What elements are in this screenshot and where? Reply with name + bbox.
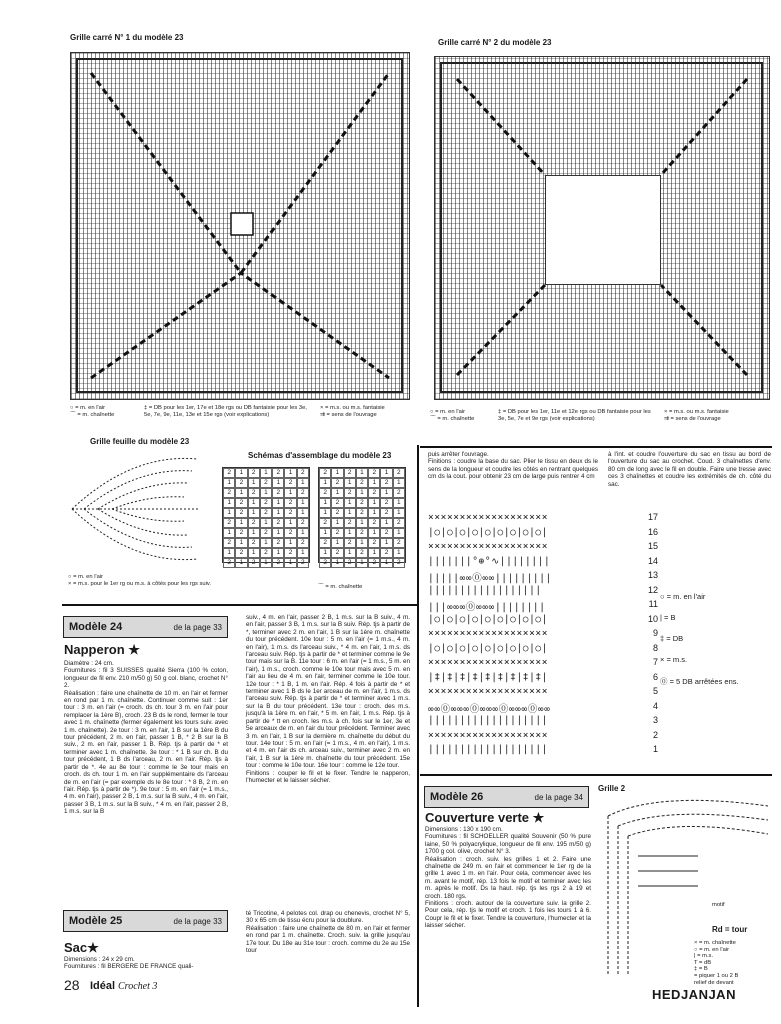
chart-row-number: 2	[652, 729, 658, 740]
grid2-legend: ○ = m. en l'air ⌒ = m. chaînette ‡ = DB pour les 1er, 11e et 12e rgs ou DB fantaisie pour les 3e, 5e, 7e et 9e rgs (voir explications) × = m.s. ou m.s. fantaisie ⇉ = sens de l'ouvrage	[430, 409, 729, 422]
chart-row-stitches: ×××××××××××××××××××	[428, 657, 549, 668]
assembly-cell: 2	[272, 538, 284, 548]
chart-row	[428, 657, 658, 672]
chart-legend-item: | = B	[660, 613, 676, 622]
assembly-cell: 2	[248, 518, 260, 528]
assembly-cell: 1	[248, 548, 260, 558]
chart-row-number: 8	[652, 642, 658, 653]
assembly-cell: 1	[272, 508, 284, 518]
chart-row	[428, 599, 658, 614]
chart-legend-item: ⓪ = 5 DB arrêtées ens.	[660, 677, 739, 686]
assembly-cell: 2	[248, 558, 260, 568]
grille2-legend-item: relief de devant	[694, 979, 734, 986]
assembly-cell: 1	[331, 518, 343, 528]
assembly-cell: 1	[393, 528, 405, 538]
assembly-cell: 2	[235, 508, 247, 518]
assembly-cell: 1	[260, 488, 272, 498]
assembly-cell: 1	[344, 508, 356, 518]
assembly-cell: 2	[248, 538, 260, 548]
modele25-title: Sac★	[64, 940, 99, 955]
assembly-cell: 1	[331, 558, 343, 568]
assembly-cell: 2	[223, 488, 235, 498]
assembly-cell: 1	[284, 518, 296, 528]
modele24-text-col2: suiv., 4 m. en l'air, passer 2 B, 1 m.s. sur la B suiv., 4 m. en l'air, passer 3 B, 1 m.s. sur la B suiv. Rép. tjs à partir de *, terminer avec 2 m. en l'air, 1 B sur la 1ère m. chaînette du tour précédent. 10e tour : 5 m. en l'air (= 1 m.s., 4 m. en l'air), 1 m.s. ds l'arceau suiv., * 4 m. en l'air, 1 m.s. ds l'arceau suiv. Rép. tjs à partir de * et terminer comme le 9e tour mais sur la B. 11e tour : 6 m. en l'air (= 1 m.s., 5 m. en l'air), 1 m.s., croch. comme le 10e tour mais avec 5 m. en l'air au lieu de 4 m. en l'air, terminer comme le 10e tour. 12e tour : * 1 B, 1 m. en l'air. Rép. 4 fois à partir de * et terminer avec 1 B ds le 1er arceau de m. en l'air, 1 m.s. ds l'arceau suiv. Rép. tjs à partir de * et terminer avec 1 m.s. sur la B du tour précédent. 13e tour : croch. des m.s. jusqu'à la 1ère m. en l'air, * 5 m. en l'air, 1 m.s. Rép. tjs à partir de * tt en croch. les m.s. à ch. fois sur le 1er, 3e et 5e arceaux de m. en l'air du tour précédent. Terminer avec 3 m. en l'air, 1 B sur la dernière m. chaînette du début du tour. 14e tour : 5 m. en l'air (= 1 m.s., 4 m. en l'air), 1 m.s. et 4 m. en l'air ds ch. arceau suiv., terminer avec 2 m. en l'air, 1 B sur la 1ère m. chaînette du tour précédent. 15e tour : comme le 10e tour. 16e tour : comme le 12e tour. Finitions : couper le fil et le fixer. Tendre le napperon, l'humecter et le laisser sécher.	[246, 614, 410, 784]
chart-row-number: 4	[652, 700, 658, 711]
chart-row	[428, 730, 658, 745]
assembly-cell: 2	[319, 518, 331, 528]
assembly-cell: 2	[344, 468, 356, 478]
assembly-cell: 1	[235, 488, 247, 498]
assembly-cell: 1	[368, 478, 380, 488]
chart-row-stitches: |‡|‡|‡|‡|‡|‡|‡|‡|‡|	[428, 671, 549, 683]
assembly-cell: 1	[319, 528, 331, 538]
assembly-cell: 1	[331, 488, 343, 498]
modele26-label: Modèle 26	[430, 791, 484, 803]
assembly-cell: 2	[223, 558, 235, 568]
assembly-cell: 2	[235, 528, 247, 538]
assembly-cell: 1	[260, 558, 272, 568]
assembly-cell: 2	[356, 548, 368, 558]
chart-row-stitches: |○|○|○|○|○|○|○|○|○|	[428, 642, 549, 654]
modele26-text: Dimensions : 130 x 190 cm. Fournitures : fil SCHOELLER qualité Souvenir (50 % pure laine, 50 % polyacrylique, longueur de fil env. 195 m/50 g) 1700 g col. olive, crochet N° 3. Réalisation : croch. suiv. les grilles 1 et 2. Faire une chaînette de 249 m. en l'air et commencer le 1er rg de la grille 1 avec 1 m. en l'air. Pour cela, commencer avec les m. avant le motif, rép. 13 fois le motif et terminer avec les m. après le motif. Ds la haut. rép. tjs les rgs 2 à 19 et croch. 180 rgs. Finitions : croch. autour de la couverture suiv. la grille 2. Pour cela, rép. tjs le motif et croch. 1 fois les tours 1 à 6. Coupr le fil et le fixer. Tendre la couverture, l'humecter et la laisser sécher.	[425, 826, 591, 930]
chart-row-number: 16	[647, 526, 658, 537]
assembly-cell: 1	[393, 508, 405, 518]
assembly-cell: 1	[380, 558, 392, 568]
assembly-cell: 2	[331, 528, 343, 538]
assembly-cell: 2	[393, 468, 405, 478]
assembly-cell: 1	[356, 468, 368, 478]
assembly-cell: 1	[344, 548, 356, 558]
grille2-legend-item: T = dB	[694, 959, 712, 966]
modele24-header	[63, 616, 228, 638]
assembly-cell: 2	[380, 498, 392, 508]
divider	[62, 604, 418, 606]
assembly-cell: 1	[248, 508, 260, 518]
assembly-cell: 1	[344, 498, 356, 508]
assembly-cell: 1	[344, 478, 356, 488]
assembly-cell: 1	[368, 528, 380, 538]
divider	[420, 774, 772, 776]
assembly-cell: 2	[272, 468, 284, 478]
chart-row	[428, 701, 658, 716]
assembly-cell: 1	[272, 478, 284, 488]
assembly-cell: 2	[223, 538, 235, 548]
assembly-cell: 2	[331, 548, 343, 558]
assembly-cell: 2	[284, 498, 296, 508]
assembly-cell: 2	[344, 518, 356, 528]
assembly-cell: 2	[248, 468, 260, 478]
chart-legend-item: ‡ = DB	[660, 634, 684, 643]
assembly-cell: 2	[344, 538, 356, 548]
assembly-cell: 1	[356, 488, 368, 498]
chart-row	[428, 715, 658, 730]
grid1-legend: ○ = m. en l'air ⌒ = m. chaînette ‡ = DB pour les 1er, 17e et 18e rgs ou DB fantaisie pour les 3e, 5e, 7e, 9e, 11e, 13e et 15e rgs (voir explications) × = m.s. ou m.s. fantaisie ⇉ = sens de l'ouvrage	[70, 405, 385, 418]
assembly-cell: 2	[260, 478, 272, 488]
chart-row-number: 1	[652, 744, 658, 754]
assembly-cell: 1	[380, 518, 392, 528]
chart-row	[428, 556, 658, 571]
modele25-page: de la page 33	[173, 916, 222, 926]
assembly-cell: 2	[344, 488, 356, 498]
chart-row-stitches: |○|○|○|○|○|○|○|○|○|	[428, 613, 549, 625]
chart-row-stitches: |||||∞∞⓪∞∞|||||||||	[428, 573, 552, 584]
chart-row-stitches: ×××××××××××××××××××	[428, 541, 549, 552]
chart-row-stitches: ×××××××××××××××××××	[428, 686, 549, 697]
chart-row-stitches: |||||||°⊕°∿||||||||	[428, 555, 551, 567]
chart-row-stitches: |||||||||||||||||||	[428, 744, 549, 755]
chart-row-number: 3	[652, 715, 658, 725]
assembly-cell: 2	[223, 518, 235, 528]
assembly-cell: 1	[248, 528, 260, 538]
assembly-cell: 2	[272, 558, 284, 568]
assembly-cell: 2	[260, 528, 272, 538]
assembly-cell: 1	[368, 508, 380, 518]
assembly-cell: 1	[223, 498, 235, 508]
assembly-cell: 2	[235, 498, 247, 508]
chart-row-number: 7	[652, 657, 658, 667]
assembly-cell: 2	[260, 508, 272, 518]
chart-row	[428, 744, 658, 759]
magazine-issue: Crochet 3	[118, 981, 158, 992]
grille2-rd: Rd = tour	[712, 925, 748, 934]
assembly-cell: 1	[297, 478, 309, 488]
assembly-cell: 2	[223, 468, 235, 478]
chart-row	[428, 585, 658, 600]
assembly-cell: 2	[235, 548, 247, 558]
modele25-header	[63, 910, 228, 932]
assembly-cell: 2	[368, 488, 380, 498]
assembly-cell: 1	[368, 498, 380, 508]
chart-row-number: 14	[647, 555, 658, 566]
assembly-cell: 2	[356, 528, 368, 538]
assembly-cell: 2	[368, 468, 380, 478]
assembly-cell: 1	[319, 498, 331, 508]
assembly-cell: 1	[223, 548, 235, 558]
assembly-cell: 1	[284, 558, 296, 568]
assembly-cell: 2	[331, 498, 343, 508]
assembly-cell: 2	[356, 498, 368, 508]
assembly-cell: 2	[393, 558, 405, 568]
assembly-cell: 1	[356, 538, 368, 548]
chart-row-number: 6	[652, 671, 658, 682]
assembly-cell: 1	[331, 538, 343, 548]
sac-finitions-col2: à l'int. et coudre l'ouverture du sac en tissu au bord de l'ouverture du sac au crochet. Coud. 3 chaînettes d'env. 80 cm de long avec le fil en double. Faire une tresse avec ces 3 chaînettes et coudre les extrémités de ch. côté du sac.	[608, 451, 771, 488]
assembly-cell: 2	[368, 518, 380, 528]
grille2-legend-item: = piquer 1 ou 2 B	[694, 972, 739, 979]
chart-row	[428, 541, 658, 556]
modele26-header	[424, 786, 589, 808]
assembly-cell: 1	[248, 478, 260, 488]
assembly-cell: 1	[272, 528, 284, 538]
assembly-cell: 1	[297, 498, 309, 508]
assembly-cell: 2	[260, 498, 272, 508]
chart-row-number: 12	[647, 584, 658, 595]
assembly-cell: 2	[393, 518, 405, 528]
chart-row-stitches: ∞∞⓪∞∞∞⓪∞∞∞⓪∞∞∞⓪∞∞	[428, 703, 551, 715]
chart-row-number: 9	[652, 628, 658, 638]
chart-row	[428, 614, 658, 629]
assembly-cell: 2	[248, 488, 260, 498]
assembly-cell: 1	[393, 478, 405, 488]
assembly-cell: 2	[368, 558, 380, 568]
chart-legend-item: ○ = m. en l'air	[660, 592, 706, 601]
crochet-grid-1	[70, 52, 410, 400]
assembly-cell: 1	[368, 548, 380, 558]
modele24-label: Modèle 24	[69, 621, 123, 633]
assembly-cell: 1	[284, 538, 296, 548]
chart-row-stitches: ×××××××××××××××××××	[428, 729, 549, 741]
chart-row-stitches: |||||||||||||||||||	[428, 715, 549, 726]
grille2-legend-item: ‡ = B	[694, 966, 708, 973]
assembly-cell: 1	[284, 468, 296, 478]
crochet-grid-2	[434, 56, 770, 400]
assembly-cell: 2	[284, 478, 296, 488]
grille2-title: Grille 2	[598, 784, 626, 793]
leaf-legend: ○ = m. en l'air × = m.s. pour le 1er rg ou m.s. à côtés pour les rgs suiv.	[68, 574, 211, 587]
assembly-cell: 1	[380, 488, 392, 498]
chart-row-number: 11	[648, 599, 658, 609]
assembly-cell: 2	[356, 478, 368, 488]
assembly-title: Schémas d'assemblage du modèle 23	[248, 451, 392, 460]
modele25-label: Modèle 25	[69, 915, 123, 927]
chart-row	[428, 570, 658, 585]
assembly-cell: 1	[260, 468, 272, 478]
assembly-cell: 1	[235, 558, 247, 568]
chart-row	[428, 628, 658, 643]
watermark: HEDJANJAN	[652, 987, 736, 1002]
chart-row	[428, 512, 658, 527]
assembly-cell: 2	[319, 538, 331, 548]
assembly-cell: 2	[319, 558, 331, 568]
assembly-cell: 1	[319, 548, 331, 558]
assembly-cell: 1	[235, 468, 247, 478]
chart-row-stitches: ||||||||||||||||||	[428, 584, 542, 596]
modele25-text-col2: té Tricotine, 4 pelotes col. drap ou chenevis, crochet N° 5, 30 x 65 cm de tissu écru pour la doublure. Réalisation : faire une chaînette de 80 m. en l'air et fermer en rond par 1 m. chaînette. Croch. suiv. la grille jusqu'au 17e tour. Du 18e au 31e tour : croch. comme du 2e au 15e tour	[246, 910, 410, 955]
assembly-cell: 1	[297, 528, 309, 538]
assembly-scheme-b	[318, 467, 408, 567]
modele24-title: Napperon ★	[64, 642, 140, 657]
assembly-cell: 2	[368, 538, 380, 548]
leaf-diagram	[62, 453, 212, 565]
assembly-cell: 2	[319, 468, 331, 478]
grille2-motif: motif	[712, 902, 725, 908]
assembly-cell: 2	[284, 528, 296, 538]
grid2-title: Grille carré N° 2 du modèle 23	[438, 38, 552, 47]
divider	[420, 446, 772, 448]
assembly-cell: 2	[284, 548, 296, 558]
column-divider	[417, 445, 419, 1007]
assembly-cell: 2	[297, 518, 309, 528]
magazine-name: Idéal	[90, 980, 116, 992]
assembly-cell: 2	[380, 478, 392, 488]
modele24-page: de la page 33	[173, 622, 222, 632]
chart-row	[428, 527, 658, 542]
assembly-cell: 2	[344, 558, 356, 568]
assembly-cell: 1	[319, 478, 331, 488]
grid1-pattern	[71, 53, 408, 398]
assembly-cell: 1	[393, 498, 405, 508]
chart-row-number: 10	[647, 613, 658, 624]
chart-row-stitches: ×××××××××××××××××××	[428, 628, 549, 639]
chart-row	[428, 686, 658, 701]
grille2-legend-item: | = m.s.	[694, 953, 714, 960]
assembly-cell: 2	[284, 508, 296, 518]
assembly-cell: 2	[393, 538, 405, 548]
modele26-page: de la page 34	[534, 792, 583, 802]
assembly-cell: 2	[356, 508, 368, 518]
chart-row-number: 13	[647, 570, 658, 580]
assembly-cell: 1	[223, 478, 235, 488]
assembly-cell: 1	[235, 518, 247, 528]
assembly-cell: 1	[272, 548, 284, 558]
assembly-cell: 2	[331, 478, 343, 488]
modele24-text-col1: Diamètre : 24 cm. Fournitures : fil 3 SUISSES qualité Sierra (100 % coton, longueur de fil env. 210 m/50 g) 50 g col. blanc, crochet N° 2. Réalisation : faire une chaînette de 10 m. en l'air et fermer en rond par 1 m. chaînette. Continuer comme suit : 1er tour : 3 m. en l'air (= croch. ds ch. tour 3 m. en l'air pour remplacer la 1ère B), croch. 23 B ds le rond, fermer le tour avec 1 m. chaînette (fermer également les tours suiv. avec 1 m. chaînette). 2e tour : 3 m. en l'air, 1 B sur la 1ère B du tour précédent, 2 m. en l'air, passer 1 B, * 2 B sur la B suiv., 2 m. en l'air, passer 1 B. Rép. tjs à partir de * et terminer avec 1 m. chaînette. 3e tour : * 1 B sur ch. B du tour précédent, 1 B ds l'arceau, 2 m. en l'air. Rép. tjs à partir de *. 4e au 8e tour : comme le 3e tour mais en croch. ds ch. tour 1 m. en l'air supplémentaire ds l'arceau de m. en l'air (= par exemple ds le 8e tour : * 8 B, 2 m. en l'air. Rép. tjs à partir de *). 9e tour : 5 m. en l'air (= 1 m.s., 4 m. en l'air), passer 2 B, 1 m.s. sur la B suiv., 4 m. en l'air, passer 3 B, 1 m.s. sur la B suiv., * 4 m. en l'air, passer 2 B, 1 m.s. sur la B	[64, 660, 228, 816]
grid2-pattern	[435, 57, 768, 398]
assembly-cell: 1	[380, 538, 392, 548]
assembly-cell: 2	[380, 508, 392, 518]
chart-row-number: 17	[647, 512, 658, 522]
assembly-cell: 1	[331, 468, 343, 478]
assembly-cell: 1	[380, 468, 392, 478]
chart-row	[428, 672, 658, 687]
leaf-title: Grille feuille du modèle 23	[90, 437, 190, 446]
page-number: 28	[64, 977, 80, 993]
assembly-cell: 1	[356, 558, 368, 568]
chart-legend-item: × = m.s.	[660, 655, 688, 664]
sac-finitions-col1: puis arrêter l'ouvrage. Finitions : coudre la base du sac. Plier le tissu en deux ds le sens de la longueur et coudre les côtés en rentrant quelques cm ds la cout. pour obtenir 23 cm de large puis rentrer 4 cm	[428, 451, 598, 481]
assembly-scheme-a	[222, 467, 312, 567]
grille2-legend	[694, 940, 774, 986]
assembly-cell: 2	[235, 478, 247, 488]
leaf-legend-chain: ⌒ = m. chaînette	[318, 584, 363, 590]
assembly-cell: 1	[223, 528, 235, 538]
assembly-cell: 2	[319, 488, 331, 498]
assembly-cell: 2	[297, 538, 309, 548]
assembly-cell: 2	[380, 548, 392, 558]
assembly-cell: 1	[344, 528, 356, 538]
assembly-cell: 1	[319, 508, 331, 518]
assembly-cell: 1	[272, 498, 284, 508]
chart-row-number: 15	[647, 541, 658, 551]
assembly-cell: 1	[284, 488, 296, 498]
assembly-cell: 2	[272, 488, 284, 498]
chart-row-stitches: |||∞∞∞⓪∞∞∞||||||||	[428, 602, 546, 613]
chart-row-stitches: |○|○|○|○|○|○|○|○|○|	[428, 526, 549, 538]
assembly-cell: 1	[356, 518, 368, 528]
assembly-cell: 2	[297, 488, 309, 498]
assembly-cell: 2	[380, 528, 392, 538]
assembly-cell: 1	[260, 538, 272, 548]
assembly-cell: 1	[223, 508, 235, 518]
sac-chart-legend	[660, 592, 770, 699]
assembly-cell: 2	[260, 548, 272, 558]
assembly-cell: 1	[297, 508, 309, 518]
grid1-title: Grille carré N° 1 du modèle 23	[70, 33, 184, 42]
assembly-cell: 1	[235, 538, 247, 548]
assembly-cell: 2	[297, 468, 309, 478]
sac-row-chart	[428, 512, 658, 759]
assembly-cell: 1	[260, 518, 272, 528]
assembly-cell: 1	[248, 498, 260, 508]
chart-row	[428, 643, 658, 658]
assembly-cell: 2	[297, 558, 309, 568]
modele26-title: Couverture verte ★	[425, 810, 545, 825]
assembly-cell: 1	[297, 548, 309, 558]
grille2-legend-item: × = m. chaînette	[694, 940, 736, 946]
chart-row-stitches: ×××××××××××××××××××	[428, 512, 549, 523]
assembly-cell: 1	[393, 548, 405, 558]
modele25-text-col1: Dimensions : 24 x 29 cm. Fournitures : fil BERGERE DE FRANCE quali-	[64, 956, 194, 971]
chart-row-number: 5	[652, 686, 658, 696]
assembly-cell: 2	[272, 518, 284, 528]
grille2-legend-item: ○ = m. en l'air	[694, 946, 730, 953]
assembly-cell: 2	[331, 508, 343, 518]
assembly-cell: 2	[393, 488, 405, 498]
